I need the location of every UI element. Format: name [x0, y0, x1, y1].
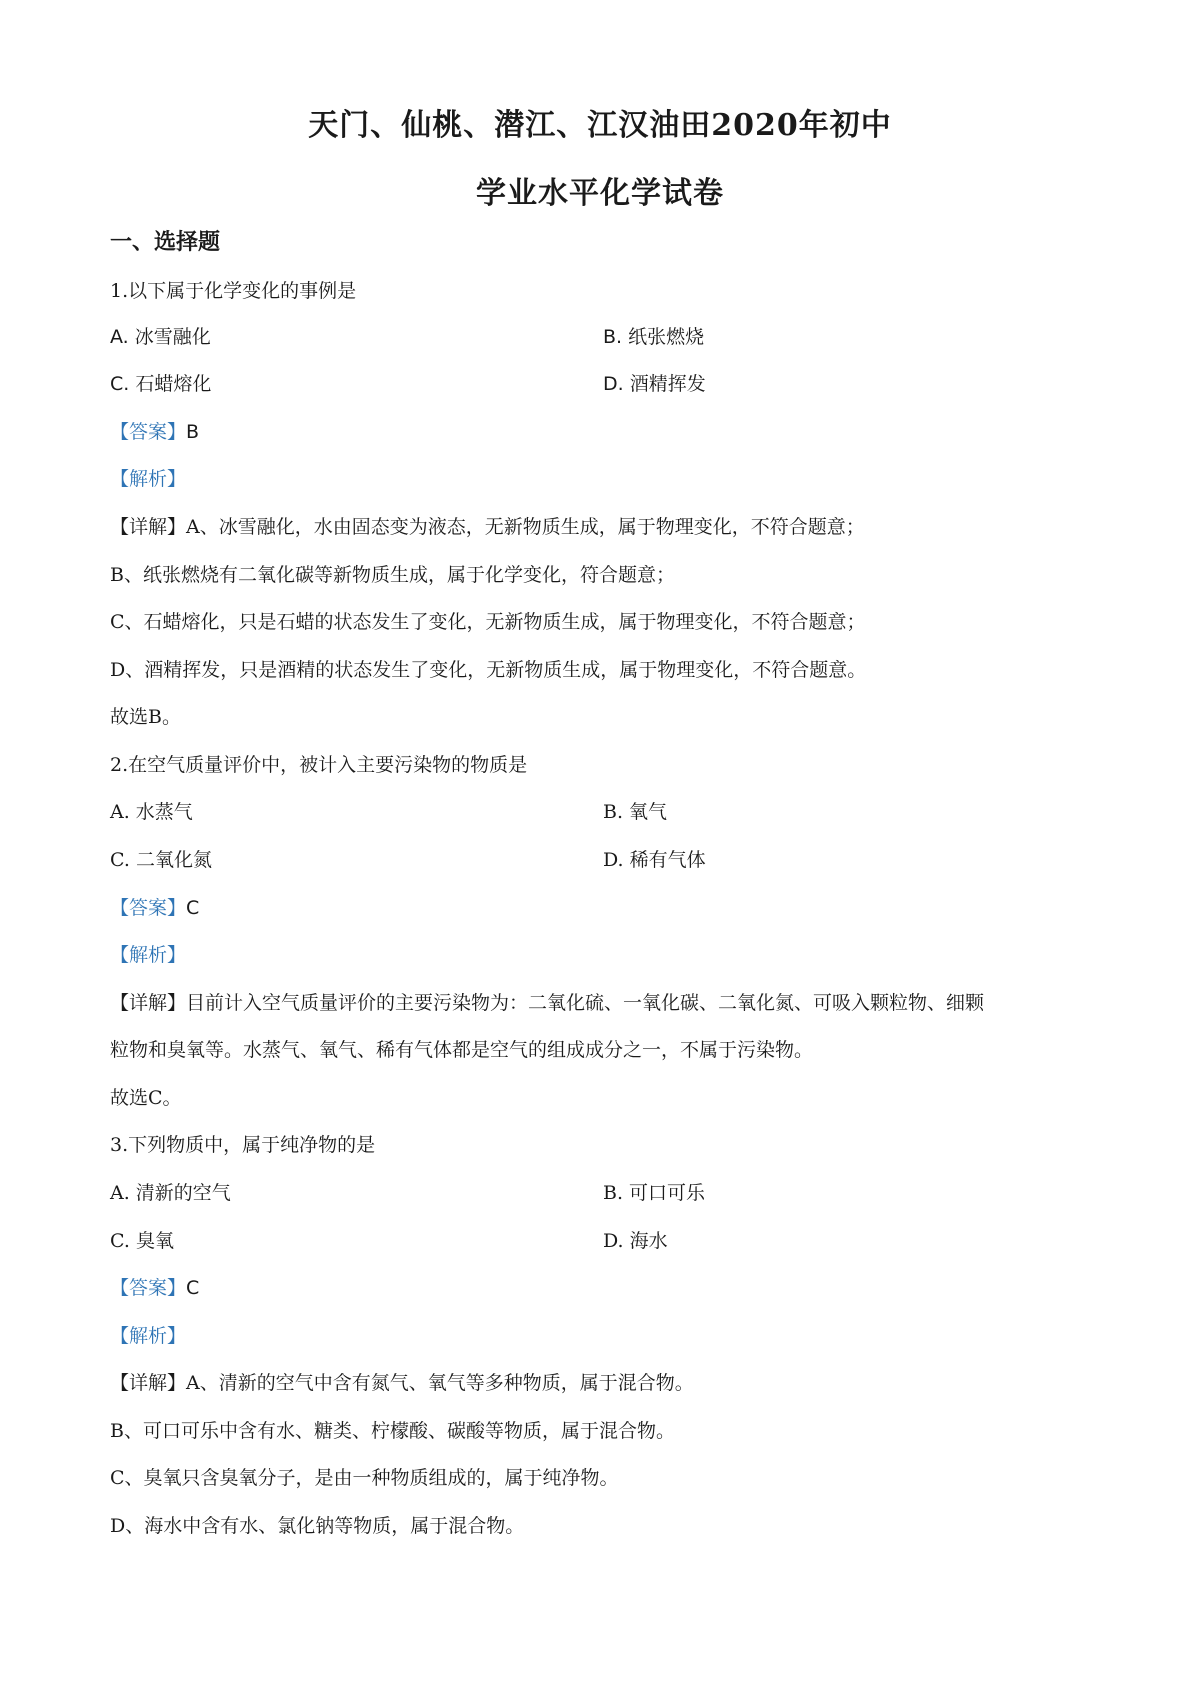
q3-stem: 3.下列物质中，属于纯净物的是: [110, 1134, 376, 1156]
q2-answer-tag: 【答案】: [110, 897, 187, 919]
q1-answer: [110, 418, 199, 446]
section-heading: 一、选择题: [110, 229, 221, 255]
q3-analysis-tag: 【解析】: [110, 1325, 187, 1347]
q3-detail-line: C、臭氧只含臭氧分子，是由一种物质组成的，属于纯净物。: [110, 1467, 619, 1489]
q1-option-b: B. 纸张燃烧: [603, 326, 705, 348]
q2-option-d: D. 稀有气体: [603, 849, 706, 871]
q2-detail-line: 【详解】目前计入空气质量评价的主要污染物为：二氧化硫、一氧化碳、二氧化氮、可吸入颗粒物、细颗: [110, 992, 985, 1014]
q3-detail-line: D、海水中含有水、氯化钠等物质，属于混合物。: [110, 1515, 525, 1537]
q3-detail-line: B、可口可乐中含有水、糖类、柠檬酸、碳酸等物质，属于混合物。: [110, 1420, 675, 1442]
q3-option-a: A. 清新的空气: [110, 1182, 231, 1204]
q2-answer: [110, 894, 199, 922]
q2-option-b: B. 氧气: [603, 801, 668, 823]
q1-detail-line: C、石蜡熔化，只是石蜡的状态发生了变化，无新物质生成，属于物理变化，不符合题意；: [110, 611, 866, 633]
q3-answer: [110, 1274, 199, 1302]
q2-analysis-tag: 【解析】: [110, 944, 187, 966]
q2-stem: 2.在空气质量评价中，被计入主要污染物的物质是: [110, 754, 528, 776]
q2-option-a: A. 水蒸气: [110, 801, 193, 823]
q3-answer-value: C: [186, 1277, 200, 1299]
q2-option-c: C. 二氧化氮: [110, 849, 212, 871]
q1-detail-line: B、纸张燃烧有二氧化碳等新物质生成，属于化学变化，符合题意；: [110, 564, 675, 586]
q2-answer-value: C: [186, 897, 200, 919]
q3-option-b: B. 可口可乐: [603, 1182, 706, 1204]
q1-stem: 1.以下属于化学变化的事例是: [110, 280, 357, 302]
q1-option-c: C. 石蜡熔化: [110, 373, 212, 395]
q1-conclusion: 故选B。: [110, 706, 181, 728]
q1-analysis-tag: 【解析】: [110, 468, 187, 490]
q1-answer-value: B: [186, 421, 200, 443]
exam-title-line1: 天门、仙桃、潜江、江汉油田2020年初中: [308, 108, 892, 143]
q2-conclusion: 故选C。: [110, 1087, 182, 1109]
q1-answer-tag: 【答案】: [110, 421, 187, 443]
q3-answer-tag: 【答案】: [110, 1277, 187, 1299]
q1-option-a: A. 冰雪融化: [110, 326, 211, 348]
q1-detail-line: D、酒精挥发，只是酒精的状态发生了变化，无新物质生成，属于物理变化，不符合题意。: [110, 659, 867, 681]
q1-option-d: D. 酒精挥发: [603, 373, 706, 395]
q2-detail-line: 粒物和臭氧等。水蒸气、氧气、稀有气体都是空气的组成成分之一，不属于污染物。: [110, 1039, 814, 1061]
q1-detail-line: 【详解】A、冰雪融化，水由固态变为液态，无新物质生成，属于物理变化，不符合题意；: [110, 516, 865, 538]
exam-title-line2: 学业水平化学试卷: [476, 176, 724, 211]
q3-option-d: D. 海水: [603, 1230, 668, 1252]
q3-option-c: C. 臭氧: [110, 1230, 174, 1252]
q3-detail-line: 【详解】A、清新的空气中含有氮气、氧气等多种物质，属于混合物。: [110, 1372, 694, 1394]
